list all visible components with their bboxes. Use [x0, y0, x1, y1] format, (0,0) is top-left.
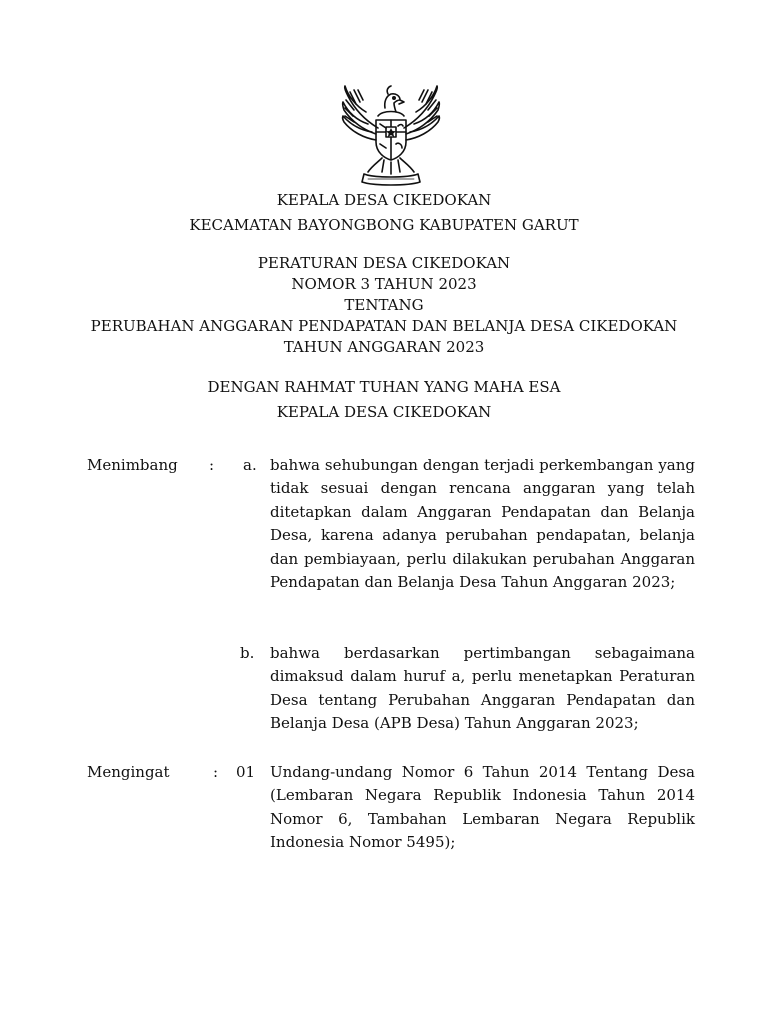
regulation-year: TAHUN ANGGARAN 2023: [283, 338, 485, 356]
header-subtitle: KECAMATAN BAYONGBONG KABUPATEN GARUT: [189, 216, 579, 234]
mengingat-item-01-text: Undang-undang Nomor 6 Tahun 2014 Tentang Desa (Lembaran Negara Republik Indonesia Tahun 2014 Nomor 6, Tambahan Lembaran Negara Republik Indonesia Nomor 5495);: [270, 763, 695, 852]
regulation-number: NOMOR 3 TAHUN 2023: [291, 275, 477, 293]
menimbang-item-b-marker: b.: [240, 644, 255, 662]
mengingat-item-01-marker: 01: [236, 763, 256, 781]
preamble-line: DENGAN RAHMAT TUHAN YANG MAHA ESA: [207, 378, 561, 396]
garuda-emblem-icon: [338, 82, 444, 190]
header-title: KEPALA DESA CIKEDOKAN: [276, 191, 492, 209]
preamble-authority: KEPALA DESA CIKEDOKAN: [276, 403, 492, 421]
menimbang-item-b-text: bahwa berdasarkan pertimbangan sebagaimana dimaksud dalam huruf a, perlu menetapkan Peraturan Desa tentang Perubahan Anggaran Pendapatan dan Belanja Desa (APB Desa) Tahun Anggaran 2023;: [270, 644, 695, 733]
regulation-title: PERATURAN DESA CIKEDOKAN: [257, 254, 511, 272]
regulation-subject: PERUBAHAN ANGGARAN PENDAPATAN DAN BELANJA DESA CIKEDOKAN: [90, 317, 678, 335]
menimbang-item-a-text: bahwa sehubungan dengan terjadi perkembangan yang tidak sesuai dengan rencana anggaran yang telah ditetapkan dalam Anggaran Pendapatan dan Belanja Desa, karena adanya perubahan pendapatan, belanja dan pembiayaan, perlu dilakukan perubahan Anggaran Pendapatan dan Belanja Desa Tahun Anggaran 2023;: [270, 456, 695, 592]
mengingat-label: Mengingat: [87, 763, 170, 781]
menimbang-label: Menimbang: [87, 456, 178, 474]
menimbang-item-a-marker: a.: [243, 456, 257, 474]
menimbang-colon: :: [209, 456, 215, 474]
regulation-tentang: TENTANG: [344, 296, 424, 314]
mengingat-colon: :: [213, 763, 219, 781]
